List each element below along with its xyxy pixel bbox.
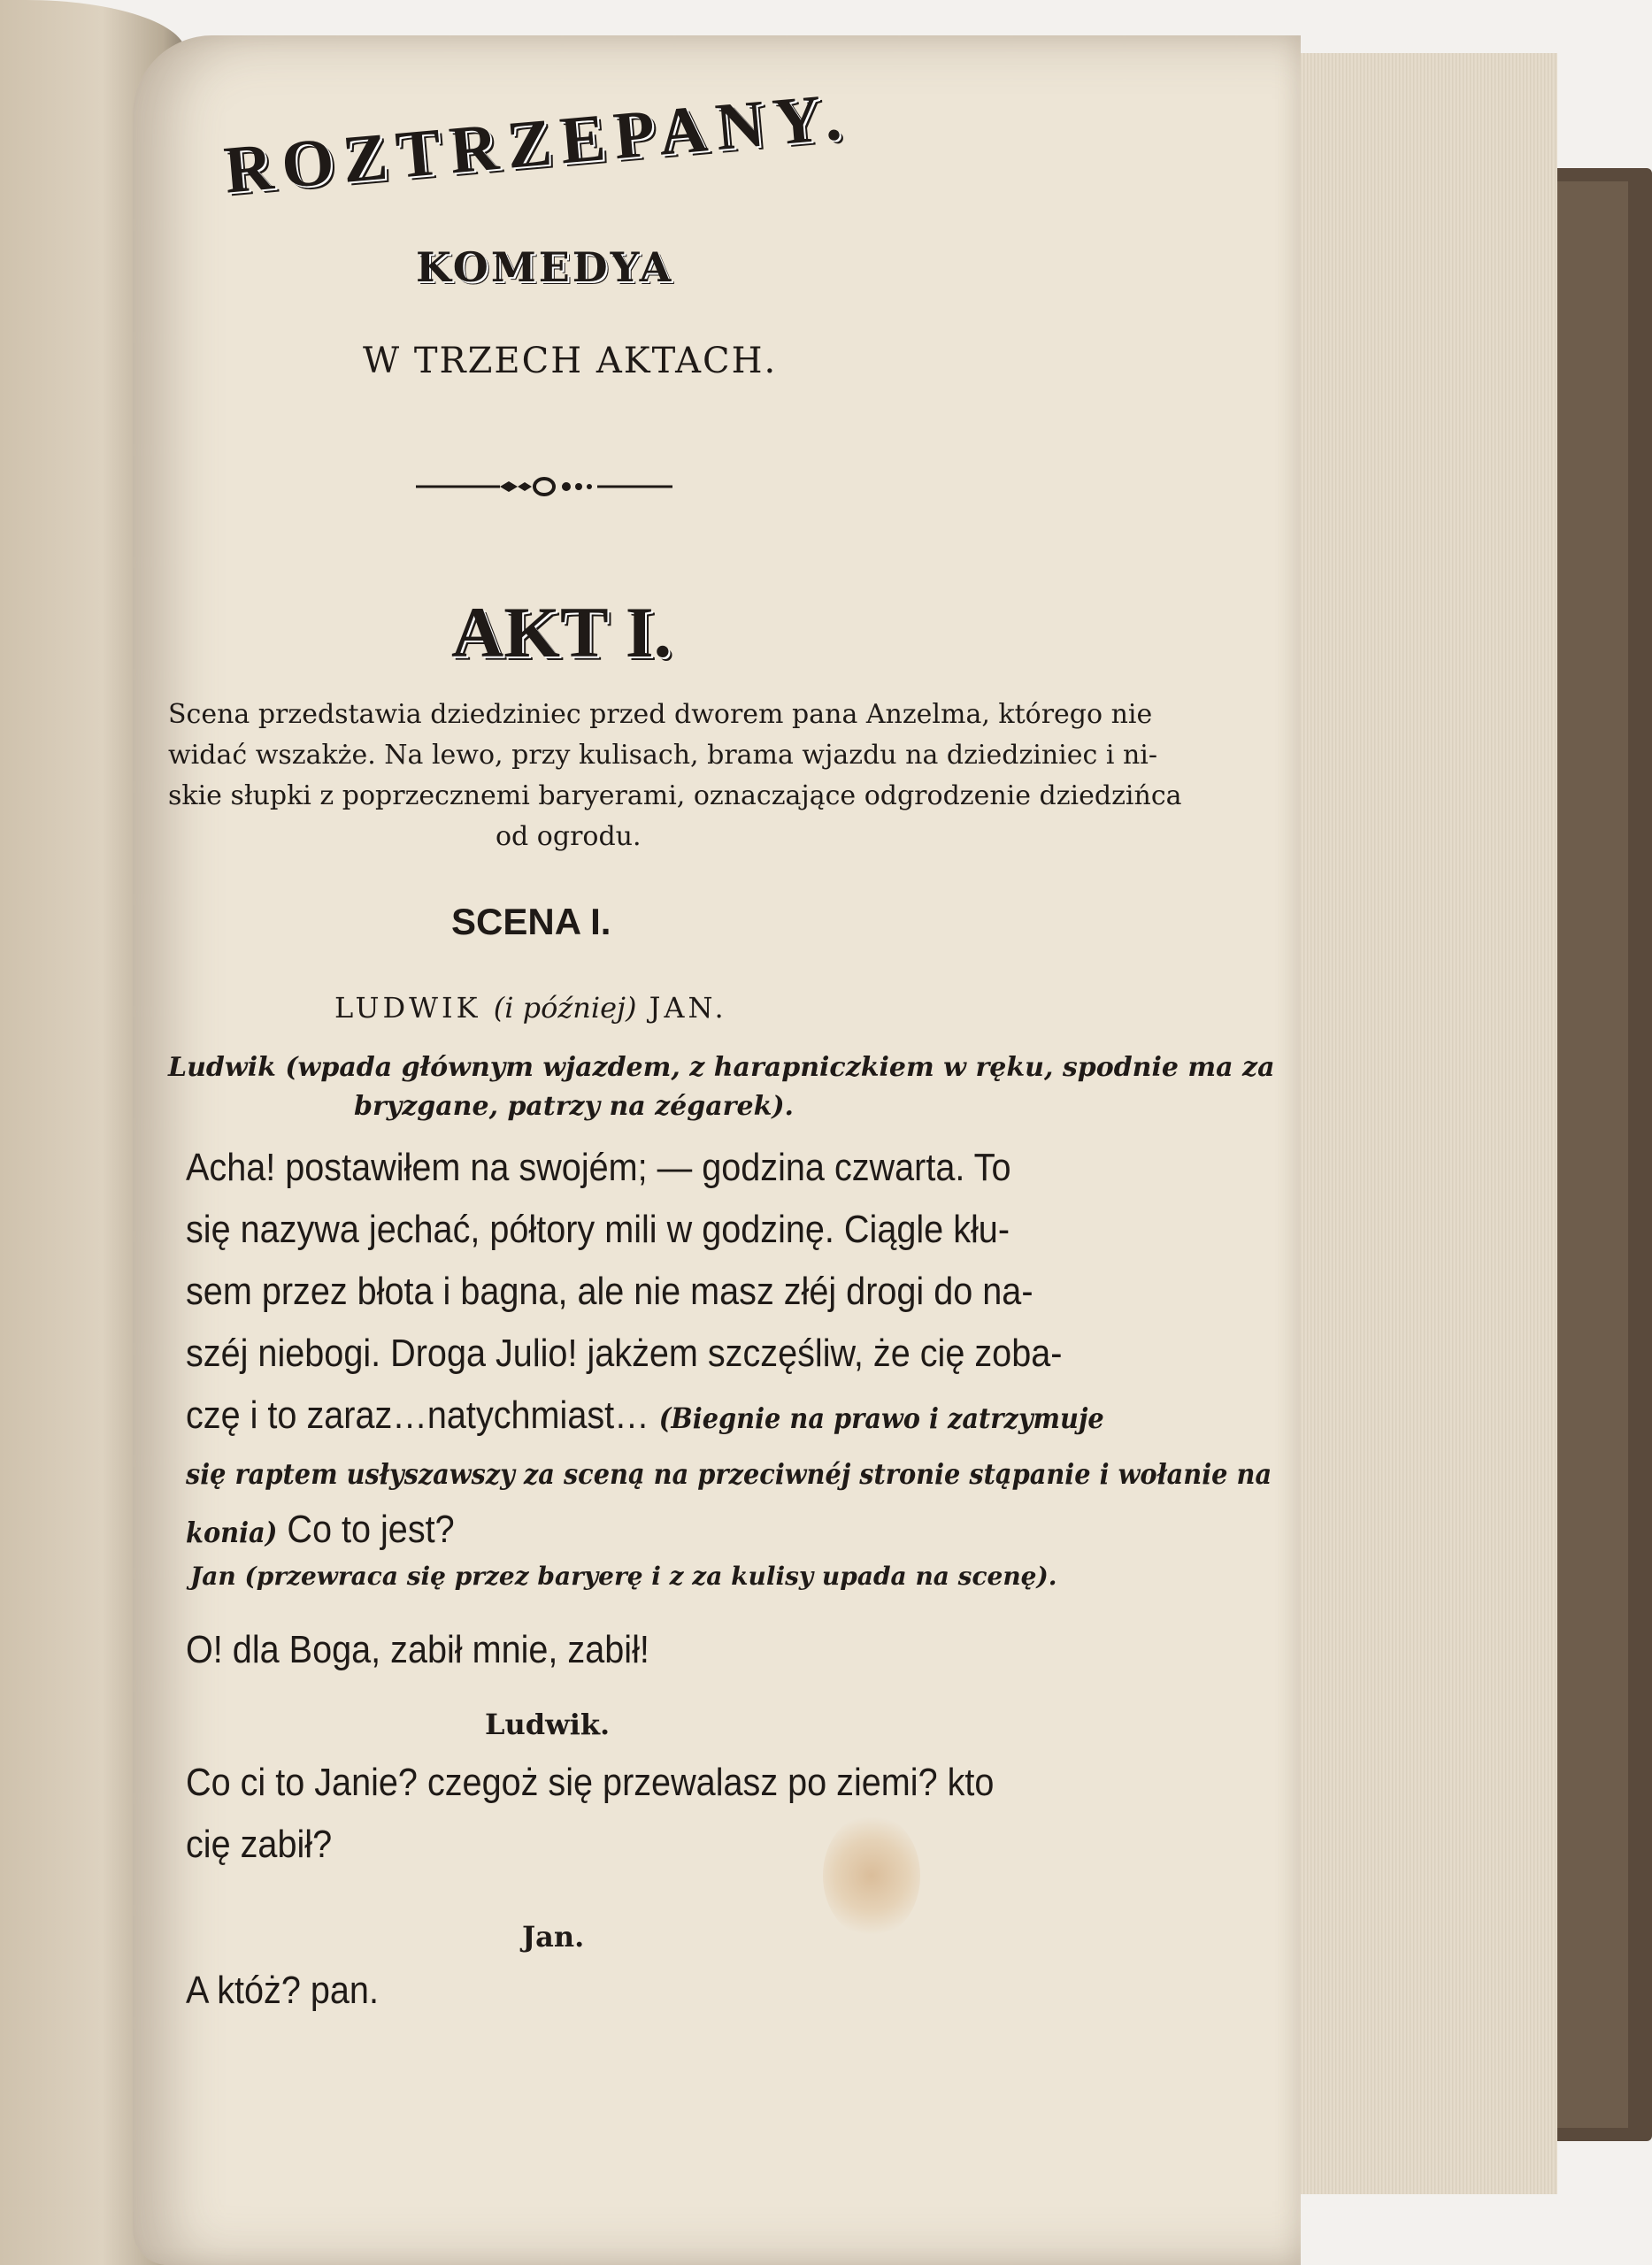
stage-note-line: widać wszakże. Na lewo, przy kulisach, brama wjazdu na dziedziniec i ni- [168, 740, 1158, 771]
character-name: LUDWIK [334, 991, 481, 1025]
character-note: (i później) [493, 991, 637, 1025]
stage-note-line: skie słupki z poprzecznemi baryerami, oznaczające odgrodzenie dziedzińca [168, 780, 1182, 811]
play-genre: KOMEDYA [416, 243, 674, 291]
inline-direction: (Biegnie na prawo i zatrzymuje [658, 1401, 1104, 1435]
scene-title: SCENA I. [451, 901, 611, 942]
play-title: ROZTRZEPANY. [221, 79, 853, 208]
direction-line: bryzgane, patrzy na zégarek). [354, 1091, 794, 1122]
speech-line [186, 1499, 1272, 1563]
ludwik-speech [186, 1137, 1272, 1563]
speech-line: Co ci to Janie? czegoż się przewalasz po ziemi? kto [186, 1761, 995, 1804]
inline-direction: się raptem usłyszawszy za sceną na przeciwnéj stronie stąpanie i wołanie na [186, 1457, 1272, 1491]
speech-line [186, 1385, 1272, 1449]
speech-line: się nazywa jechać, półtory mili w godzinę. Ciągle kłu- [186, 1208, 1010, 1251]
play-acts: W TRZECH AKTACH. [363, 341, 778, 381]
speaker-jan: Jan. [522, 1920, 585, 1954]
jan-speech-2: A któż? pan. [186, 1969, 379, 2012]
speech-line: sem przez błota i bagna, ale nie masz złéj drogi do na- [186, 1270, 1033, 1313]
character-name: JAN. [649, 991, 727, 1025]
speech-line: széj niebogi. Droga Julio! jakżem szczęśliw, że cię zoba- [186, 1332, 1063, 1375]
stage-note [168, 695, 1182, 857]
paper-stain [823, 1814, 920, 1938]
speaker-ludwik: Ludwik. [485, 1708, 611, 1741]
stage-direction [168, 1048, 1275, 1126]
act-title: AKT I. [451, 592, 672, 672]
direction-line: Ludwik (wpada głównym wjazdem, z harapniczkiem w ręku, spodnie ma za [168, 1052, 1275, 1083]
speech-text: czę i to zaraz…natychmiast… [186, 1394, 649, 1437]
stage-note-line: od ogrodu. [496, 821, 642, 852]
speech-line: cię zabił? [186, 1823, 333, 1866]
jan-speech-1: O! dla Boga, zabił mnie, zabił! [186, 1628, 649, 1671]
jan-direction: Jan (przewraca się przez baryerę i z za kulisy upada na scenę). [190, 1562, 1057, 1591]
ornament-divider [416, 473, 672, 500]
speech-text: Co to jest? [287, 1508, 455, 1551]
inline-direction: konia) [186, 1516, 278, 1549]
stage-note-line: Scena przedstawia dziedziniec przed dworem pana Anzelma, którego nie [168, 699, 1153, 730]
scene-characters [334, 991, 727, 1025]
speech-line: Acha! postawiłem na swojém; — godzina czwarta. To [186, 1146, 1011, 1189]
